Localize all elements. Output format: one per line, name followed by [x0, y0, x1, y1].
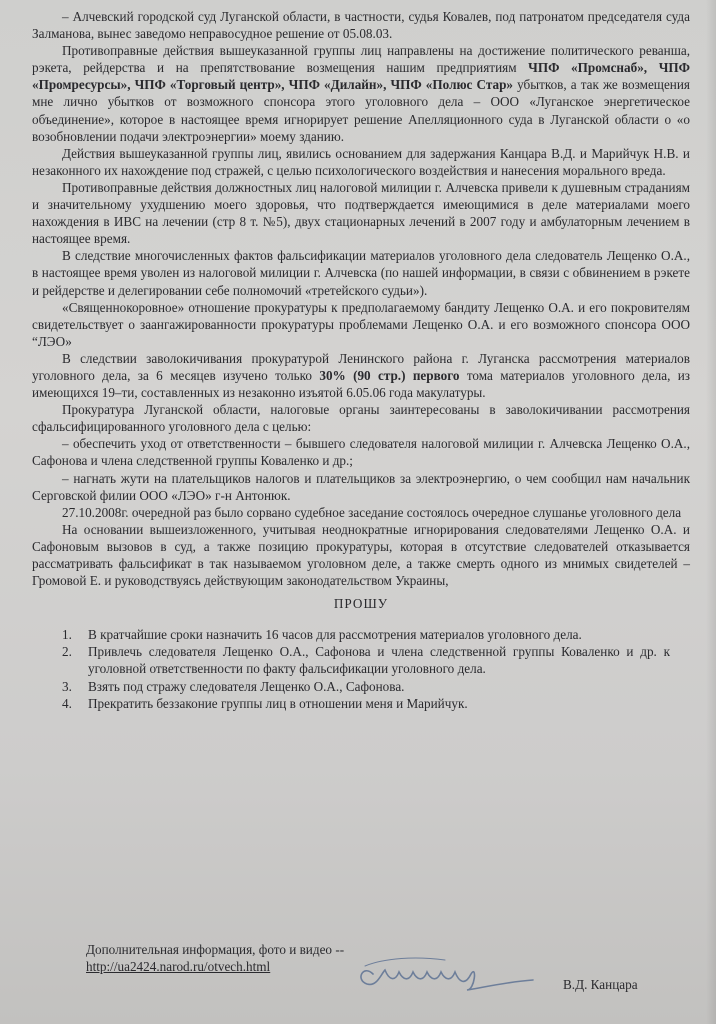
request-item	[62, 678, 670, 695]
bold-text: 30% (90 стр.) первого	[319, 367, 460, 383]
paragraph	[32, 179, 690, 247]
paragraph	[32, 350, 690, 401]
bold-text: ЧПФ «Промснаб», ЧПФ «Промресурсы», ЧПФ «Торговый центр», ЧПФ «Дилайн», ЧПФ «Полюс Стар»	[32, 60, 690, 93]
request-text: Взять под стражу следователя Лещенко О.А., Сафонова.	[88, 678, 405, 694]
text-run: 27.10.2008г. очередной раз было сорвано судебное заседание состоялось очередное слушанье уголовного дела	[62, 504, 682, 520]
text-run: убытков, а так же возмещения мне лично убытков от возможного спонсора этого уголовного дела – ООО «Луганское энергетическое объединение», которое в настоящее время игнорирует решение Апелляционного суда в Луганской области о «о возобновлении подачи электроэнергии» моему зданию.	[32, 77, 690, 144]
text-run: Противоправные действия должностных лиц налоговой милиции г. Алчевска привели к душевным страданиям и значительному ухудшению моего здоровья, что подтверждается имеющимися в деле материалами моего нахождения в ИВС на лечении (стр 8 т. №5), двух стационарных лечений в 2007 году и амбулаторным лечением в настоящее время.	[32, 179, 690, 247]
additional-info-label: Дополнительная информация, фото и видео --	[86, 942, 345, 957]
paragraph	[32, 8, 690, 42]
text-run: В следствии заволокичивания прокуратурой Ленинского района г. Луганска рассмотрения материалов уголовного дела, за 6 месяцев изучено только	[32, 350, 690, 383]
paragraph	[32, 504, 690, 521]
request-number: 2.	[62, 644, 72, 660]
paragraph	[32, 521, 690, 589]
request-list	[32, 626, 690, 711]
additional-info-link[interactable]: http://ua2424.narod.ru/otvech.html	[86, 959, 271, 975]
request-heading: ПРОШУ	[333, 596, 389, 612]
document-body	[32, 8, 690, 589]
text-run: «Священнокоровное» отношение прокуратуры к предполагаемому бандиту Лещенко О.А. и его покровителям свидетельствует о заангажированности прокуратуры проблемами Лещенко О.А. и его возможного спонсора ООО “ЛЭО»	[32, 299, 690, 349]
text-run: Действия вышеуказанной группы лиц, явились основанием для задержания Канцара В.Д. и Марийчук Н.В. и незаконного их нахождение под стражей, с целью психологического воздействия и нанесения морального вреда.	[32, 145, 690, 178]
request-number: 1.	[62, 627, 72, 643]
page-edge-shadow	[706, 0, 716, 1024]
paragraph	[32, 145, 690, 179]
text-run: Противоправные действия вышеуказанной группы лиц направлены на достижение политического реванша, рэкета, рейдерства и на препятствование возмещения нашим предприятиям	[32, 43, 690, 76]
paragraph	[32, 42, 690, 145]
request-number: 4.	[62, 695, 72, 711]
request-item	[62, 695, 670, 712]
text-run: тома материалов уголовного дела, из имеющихся 19–ти, составленных из незаконно изъятой 6.05.06 года макулатуры.	[32, 367, 690, 401]
text-run: Прокуратура Луганской области, налоговые органы заинтересованы в заволокичивании рассмотрения сфальсифицированного уголовного дела с целью:	[32, 402, 690, 435]
paragraph	[32, 470, 690, 504]
request-item	[62, 643, 670, 677]
text-run: – обеспечить уход от ответственности – бывшего следователя налоговой милиции г. Алчевска Лещенко О.А., Сафонова и члена следственной группы Коваленко и др.;	[32, 436, 690, 469]
paragraph	[32, 401, 690, 435]
request-item	[62, 626, 670, 643]
request-text: Привлечь следователя Лещенко О.А., Сафонова и члена следственной группы Коваленко и др. к уголовной ответственности по факту фальсификации уголовного дела.	[88, 644, 670, 677]
request-text: Прекратить беззаконие группы лиц в отношении меня и Марийчук.	[88, 695, 468, 711]
paragraph	[32, 247, 690, 298]
text-run: – нагнать жути на плательщиков налогов и плательщиков за электроэнергию, о чем сообщил нам начальник Серговской филии ООО «ЛЭО» г-н Антонюк.	[32, 470, 690, 503]
paragraph	[32, 299, 690, 350]
text-run: В следствие многочисленных фактов фальсификации материалов уголовного дела следователь Лещенко О.А., в настоящее время уволен из налоговой милиции г. Алчевска (по нашей информации, в связи с обвинением в рэкете и рейдерстве и делегировании себе полномочий «третейского судьи»).	[32, 248, 690, 298]
text-run: – Алчевский городской суд Луганской области, в частности, судья Ковалев, под патронатом председателя суда Залманова, вынес заведомо неправосудное решение от 05.08.03.	[32, 9, 690, 42]
paragraph	[32, 435, 690, 469]
text-run: На основании вышеизложенного, учитывая неоднократные игнорирования следователями Лещенко О.А. и Сафоновым вызовов в суд, а также позицию прокуратуры, которая в отсутствие следователей отказывается рассматривать фальсификат в так называемом уголовном деле, а также смерть одного из мнимых свидетелей – Громовой Е. и руководствуясь действующим законодательством Украины,	[32, 521, 690, 589]
signer-name: В.Д. Канцара	[563, 977, 638, 992]
request-number: 3.	[62, 678, 72, 694]
request-text: В кратчайшие сроки назначить 16 часов для рассмотрения материалов уголовного дела.	[88, 627, 582, 643]
handwritten-signature	[355, 952, 535, 992]
